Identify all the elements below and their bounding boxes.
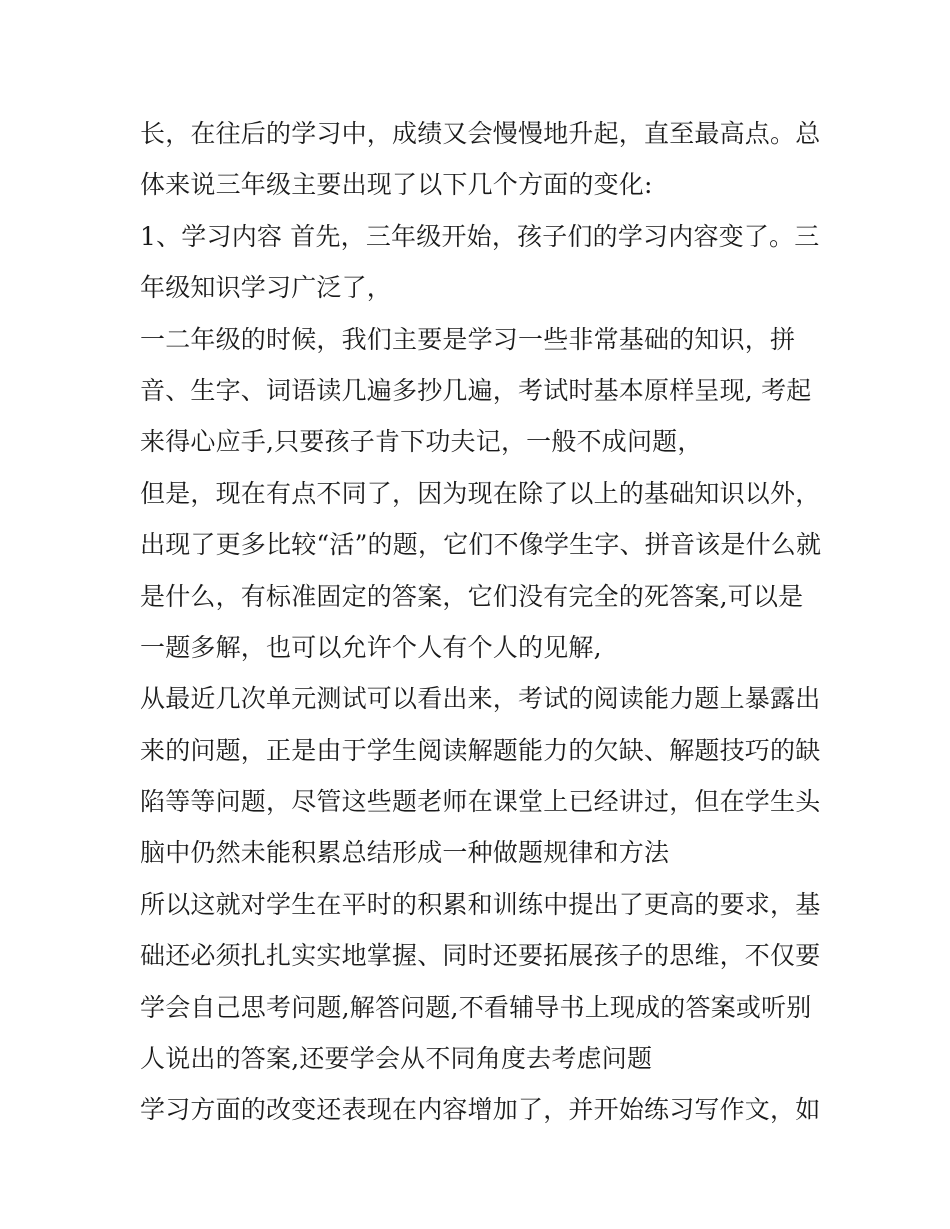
text-line: 从最近几次单元测试可以看出来，考试的阅读能力题上暴露出 [140, 684, 821, 714]
text-line: 陷等等问题，尽管这些题老师在课堂上已经讲过，但在学生头 [140, 787, 821, 817]
text-line: 所以这就对学生在平时的积累和训练中提出了更高的要求，基 [140, 889, 821, 919]
text-line: 长，在往后的学习中，成绩又会慢慢地升起，直至最高点。总 [140, 119, 821, 148]
text-line: 学习方面的改变还表现在内容增加了，并开始练习写作文，如 [140, 1095, 821, 1125]
text-line: 音、生字、词语读几遍多抄几遍，考试时基本原样呈现, 考起 [140, 375, 812, 405]
text-line: 人说出的答案,还要学会从不同角度去考虑问题 [140, 1044, 653, 1074]
text-line: 脑中仍然未能积累总结形成一种做题规律和方法 [140, 838, 670, 868]
text-line: 1、学习内容 首先，三年级开始，孩子们的学习内容变了。三 [140, 221, 820, 251]
text-line: 是什么，有标准固定的答案，它们没有完全的死答案,可以是 [140, 581, 804, 611]
text-line: 一题多解，也可以允许个人有个人的见解, [140, 632, 602, 662]
text-line: 年级知识学习广泛了， [140, 273, 393, 303]
text-line: 来得心应手,只要孩子肯下功夫记，一般不成问题， [140, 427, 703, 457]
body-text [140, 108, 820, 1136]
text-line: 础还必须扎扎实实地掌握、同时还要拓展孩子的思维，不仅要 [140, 941, 821, 971]
text-line: 一二年级的时候，我们主要是学习一些非常基础的知识，拼 [140, 324, 796, 354]
text-line: 来的问题，正是由于学生阅读解题能力的欠缺、解题技巧的缺 [140, 735, 821, 765]
text-line: 但是，现在有点不同了，因为现在除了以上的基础知识以外， [140, 478, 821, 508]
text-line: 出现了更多比较“活”的题，它们不像学生字、拼音该是什么就 [140, 530, 822, 560]
text-line: 体来说三年级主要出现了以下几个方面的变化: [140, 170, 653, 200]
text-line: 学会自己思考问题,解答问题,不看辅导书上现成的答案或听别 [140, 992, 812, 1022]
